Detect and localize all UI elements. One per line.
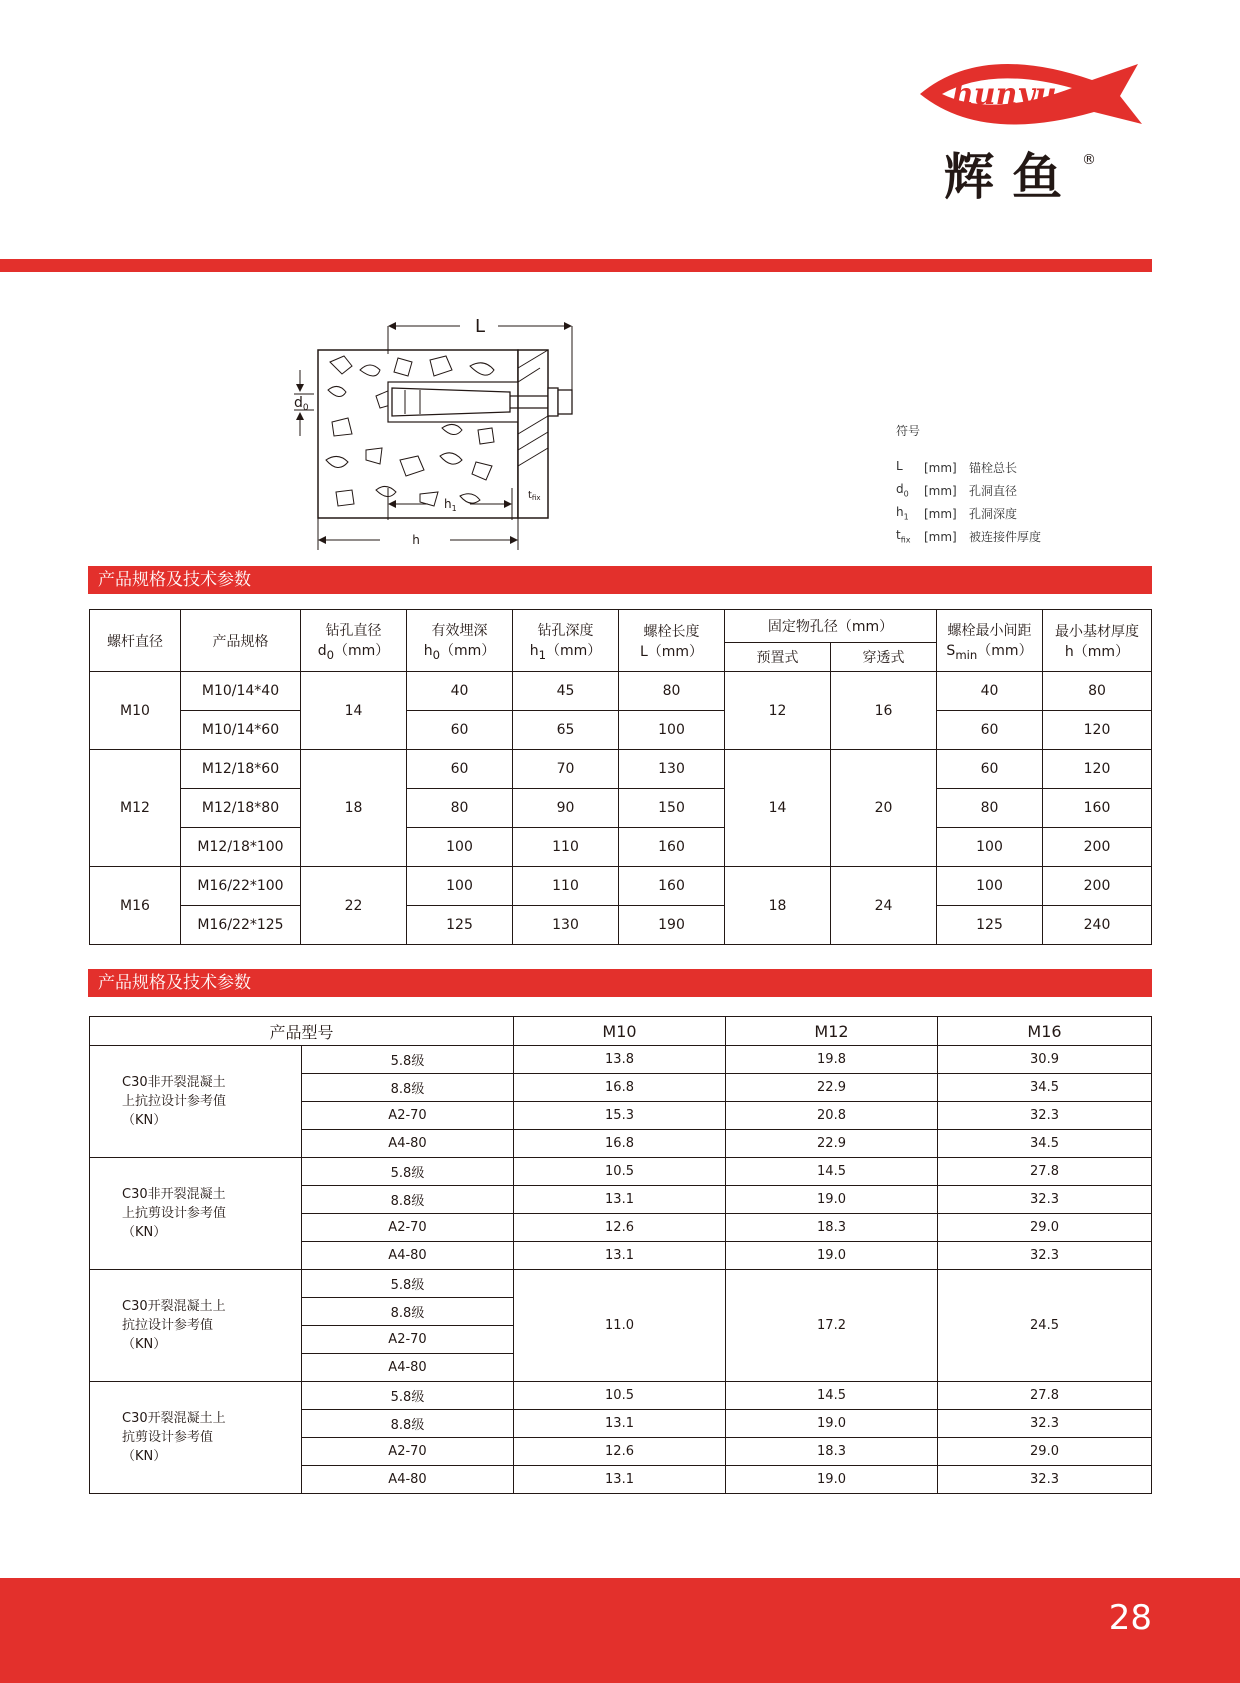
cell-m12: 18.3	[726, 1214, 938, 1242]
cell-m12: 19.0	[726, 1466, 938, 1494]
section-title-load-values: 产品规格及技术参数	[88, 969, 1152, 997]
cell-m10: 10.5	[514, 1382, 726, 1410]
cell-m12: 22.9	[726, 1074, 938, 1102]
legend-symbol: L	[896, 459, 903, 474]
cell-fix-a: 12	[725, 672, 831, 750]
legend-desc: 孔洞直径	[969, 484, 1018, 498]
page-number: 28	[1108, 1598, 1152, 1638]
cell-m12: 20.8	[726, 1102, 938, 1130]
table-row	[90, 789, 1152, 828]
cell-m10: 13.1	[514, 1466, 726, 1494]
cell-grade: 5.8级	[302, 1270, 514, 1298]
cell-m12: 19.0	[726, 1186, 938, 1214]
cell-grade: A4-80	[302, 1466, 514, 1494]
cell-fix-b: 24	[831, 867, 937, 945]
cell-m16: 32.3	[938, 1466, 1152, 1494]
header-spec: 产品规格	[181, 610, 301, 672]
cell-spacing: 40	[937, 672, 1043, 711]
cell-fix-a: 14	[725, 750, 831, 867]
legend-row	[896, 456, 1041, 479]
cell-m10: 13.1	[514, 1242, 726, 1270]
table-row	[90, 1158, 1152, 1186]
brand-logo	[912, 44, 1152, 214]
cell-h1: 130	[513, 906, 619, 945]
logo-wordmark: hunyu	[952, 77, 1057, 112]
cell-grade: 8.8级	[302, 1410, 514, 1438]
cell-m16: 24.5	[938, 1270, 1152, 1382]
legend-title: 符号	[896, 424, 921, 438]
table-row	[90, 828, 1152, 867]
cell-spacing: 100	[937, 828, 1043, 867]
cell-L: 160	[619, 828, 725, 867]
cell-d0: 18	[301, 750, 407, 867]
header-drill-diameter: 钻孔直径 $d_0(mm)$	[301, 610, 407, 672]
cell-grade: 5.8级	[302, 1158, 514, 1186]
cell-m16: 29.0	[938, 1438, 1152, 1466]
cell-spacing: 60	[937, 750, 1043, 789]
legend-unit: [mm]	[924, 506, 957, 521]
dim-h-label: h	[412, 533, 420, 547]
cell-L: 130	[619, 750, 725, 789]
cell-rod: M12	[90, 750, 181, 867]
cell-m12: 19.0	[726, 1242, 938, 1270]
legend-desc: 孔洞深度	[969, 507, 1018, 521]
legend-desc: 锚栓总长	[969, 461, 1018, 475]
cell-h1: 65	[513, 711, 619, 750]
header-preset: 预置式	[725, 643, 831, 672]
cell-d0: 14	[301, 672, 407, 750]
cell-h1: 70	[513, 750, 619, 789]
registered-mark: ®	[1082, 152, 1096, 168]
cell-spacing: 80	[937, 789, 1043, 828]
cell-L: 100	[619, 711, 725, 750]
header-embed-depth: 有效埋深 $h_0(mm)$	[407, 610, 513, 672]
header-min-spacing: 螺栓最小间距 $S_{min}(mm)$	[937, 610, 1043, 672]
cell-fix-b: 20	[831, 750, 937, 867]
cell-m16: 30.9	[938, 1046, 1152, 1074]
legend-symbol-sub: 1	[903, 512, 909, 522]
cell-h0: 60	[407, 711, 513, 750]
legend-row	[896, 502, 1041, 525]
cell-m16: 34.5	[938, 1130, 1152, 1158]
header-through: 穿透式	[831, 643, 937, 672]
cell-m16: 34.5	[938, 1074, 1152, 1102]
table-row	[90, 750, 1152, 789]
cell-spec: M12/18*100	[181, 828, 301, 867]
table-header-row	[90, 610, 1152, 643]
header-rod: 螺杆直径	[90, 610, 181, 672]
cell-L: 150	[619, 789, 725, 828]
table-row	[90, 1270, 1152, 1298]
cell-thickness: 200	[1043, 828, 1152, 867]
cell-m12: 14.5	[726, 1158, 938, 1186]
cell-thickness: 160	[1043, 789, 1152, 828]
cell-m12: 19.0	[726, 1410, 938, 1438]
dim-tfix-sub: fix	[531, 494, 541, 502]
cell-m10: 13.1	[514, 1186, 726, 1214]
header-m16: M16	[938, 1017, 1152, 1046]
cell-grade: A2-70	[302, 1214, 514, 1242]
cell-m10: 10.5	[514, 1158, 726, 1186]
cell-thickness: 240	[1043, 906, 1152, 945]
cell-fix-a: 18	[725, 867, 831, 945]
dim-L-label: L	[474, 316, 486, 337]
cell-L: 80	[619, 672, 725, 711]
header-min-thickness: 最小基材厚度 h（mm）	[1043, 610, 1152, 672]
cell-h0: 100	[407, 867, 513, 906]
cell-grade: A4-80	[302, 1242, 514, 1270]
header-bolt-length: 螺栓长度 L（mm）	[619, 610, 725, 672]
cell-m16: 32.3	[938, 1242, 1152, 1270]
header-m12: M12	[726, 1017, 938, 1046]
cell-grade: A4-80	[302, 1354, 514, 1382]
cell-grade: A2-70	[302, 1326, 514, 1354]
table-row	[90, 1046, 1152, 1074]
cell-h1: 45	[513, 672, 619, 711]
group-label: C30非开裂混凝土 上抗剪设计参考值 （KN）	[90, 1158, 302, 1270]
section-title-specs: 产品规格及技术参数	[88, 566, 1152, 594]
cell-spec: M12/18*80	[181, 789, 301, 828]
cell-fix-b: 16	[831, 672, 937, 750]
cell-m16: 32.3	[938, 1102, 1152, 1130]
cell-thickness: 120	[1043, 711, 1152, 750]
cell-grade: A2-70	[302, 1102, 514, 1130]
cell-thickness: 200	[1043, 867, 1152, 906]
cell-h0: 100	[407, 828, 513, 867]
legend-unit: [mm]	[924, 483, 957, 498]
spec-table	[89, 609, 1152, 945]
top-accent-bar	[0, 259, 1152, 272]
cell-m10: 11.0	[514, 1270, 726, 1382]
legend-row	[896, 525, 1041, 548]
group-label: C30非开裂混凝土 上抗拉设计参考值 （KN）	[90, 1046, 302, 1158]
dim-tfix-label: t	[528, 490, 532, 501]
cell-spec: M12/18*60	[181, 750, 301, 789]
cell-m16: 32.3	[938, 1186, 1152, 1214]
cell-h1: 110	[513, 828, 619, 867]
cell-grade: A4-80	[302, 1130, 514, 1158]
header-fixture-hole: 固定物孔径（mm）	[725, 610, 937, 643]
cell-m12: 18.3	[726, 1438, 938, 1466]
cell-m12: 14.5	[726, 1382, 938, 1410]
legend-symbol-sub: fix	[900, 535, 911, 545]
cell-m10: 16.8	[514, 1130, 726, 1158]
bottom-accent-bar	[0, 1578, 1240, 1683]
cell-grade: 5.8级	[302, 1382, 514, 1410]
table-row	[90, 711, 1152, 750]
cell-h1: 110	[513, 867, 619, 906]
group-label: C30开裂混凝土上 抗拉设计参考值 （KN）	[90, 1270, 302, 1382]
cell-rod: M16	[90, 867, 181, 945]
svg-text:d0	[294, 395, 309, 413]
cell-spec: M10/14*60	[181, 711, 301, 750]
legend-symbol: h	[896, 505, 904, 520]
table-row	[90, 867, 1152, 906]
cell-m10: 13.1	[514, 1410, 726, 1438]
table-row	[90, 906, 1152, 945]
cell-rod: M10	[90, 672, 181, 750]
header-drill-depth: 钻孔深度 $h_1(mm)$	[513, 610, 619, 672]
dim-d0-label: d	[294, 395, 303, 411]
legend-desc: 被连接件厚度	[969, 530, 1042, 544]
brand-name: 辉鱼	[944, 148, 1080, 206]
header-model: 产品型号	[90, 1017, 514, 1046]
cell-h0: 125	[407, 906, 513, 945]
legend-row	[896, 479, 1041, 502]
cell-m12: 22.9	[726, 1130, 938, 1158]
cell-h0: 80	[407, 789, 513, 828]
dim-h1-sub: 1	[451, 504, 457, 513]
table-header-row	[90, 1017, 1152, 1046]
cell-L: 160	[619, 867, 725, 906]
cell-grade: 8.8级	[302, 1298, 514, 1326]
cell-spacing: 100	[937, 867, 1043, 906]
cell-spec: M16/22*125	[181, 906, 301, 945]
cell-m16: 27.8	[938, 1158, 1152, 1186]
cell-spec: M16/22*100	[181, 867, 301, 906]
cell-m10: 15.3	[514, 1102, 726, 1130]
cell-grade: 8.8级	[302, 1186, 514, 1214]
cell-m12: 17.2	[726, 1270, 938, 1382]
legend-symbol-sub: 0	[903, 489, 909, 499]
cell-m16: 27.8	[938, 1382, 1152, 1410]
header-m10: M10	[514, 1017, 726, 1046]
anchor-diagram	[280, 310, 600, 555]
cell-m16: 32.3	[938, 1410, 1152, 1438]
table-row	[90, 672, 1152, 711]
symbol-legend	[896, 422, 1041, 548]
cell-spacing: 60	[937, 711, 1043, 750]
legend-symbol: d	[896, 482, 904, 497]
dim-h1-label: h	[444, 497, 452, 511]
cell-thickness: 80	[1043, 672, 1152, 711]
load-table	[89, 1016, 1152, 1494]
cell-m10: 12.6	[514, 1438, 726, 1466]
table-row	[90, 1382, 1152, 1410]
legend-unit: [mm]	[924, 460, 957, 475]
cell-m12: 19.8	[726, 1046, 938, 1074]
cell-h1: 90	[513, 789, 619, 828]
legend-symbol: t	[896, 528, 901, 543]
cell-m10: 16.8	[514, 1074, 726, 1102]
cell-h0: 40	[407, 672, 513, 711]
cell-h0: 60	[407, 750, 513, 789]
legend-unit: [mm]	[924, 529, 957, 544]
cell-spacing: 125	[937, 906, 1043, 945]
cell-grade: A2-70	[302, 1438, 514, 1466]
cell-L: 190	[619, 906, 725, 945]
cell-m16: 29.0	[938, 1214, 1152, 1242]
cell-d0: 22	[301, 867, 407, 945]
cell-grade: 5.8级	[302, 1046, 514, 1074]
cell-m10: 13.8	[514, 1046, 726, 1074]
cell-thickness: 120	[1043, 750, 1152, 789]
group-label: C30开裂混凝土上 抗剪设计参考值 （KN）	[90, 1382, 302, 1494]
dim-d0-sub: 0	[302, 403, 309, 413]
cell-spec: M10/14*40	[181, 672, 301, 711]
cell-m10: 12.6	[514, 1214, 726, 1242]
cell-grade: 8.8级	[302, 1074, 514, 1102]
